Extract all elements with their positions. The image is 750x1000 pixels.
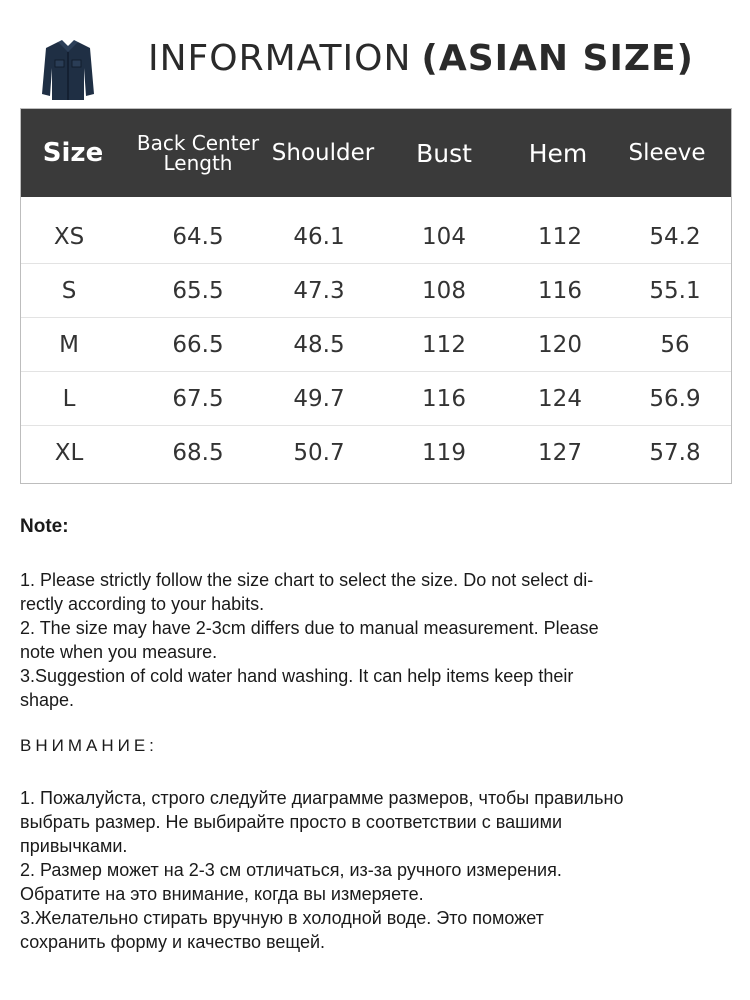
header [0, 0, 750, 108]
cell-back-center-length: 64.5 [172, 224, 224, 250]
cell-hem: 112 [538, 224, 582, 250]
title-size-note: (ASIAN SIZE) [421, 38, 695, 79]
cell-sleeve: 56.9 [649, 386, 701, 412]
cell-back-center-length: 66.5 [172, 332, 224, 358]
note-body [20, 568, 725, 712]
cell-size: M [59, 332, 79, 358]
table-header [21, 109, 731, 197]
cell-shoulder: 49.7 [293, 386, 345, 412]
table-row [21, 264, 731, 318]
russian-note-line: Обратите на это внимание, когда вы измеряете. [20, 884, 424, 904]
cell-sleeve: 55.1 [649, 278, 701, 304]
cell-bust: 116 [422, 386, 466, 412]
header-shoulder: Shoulder [271, 140, 375, 166]
cell-bust: 119 [422, 440, 466, 466]
cell-hem: 120 [538, 332, 582, 358]
cell-shoulder: 47.3 [293, 278, 345, 304]
cell-shoulder: 50.7 [293, 440, 345, 466]
russian-note-line: 3.Желательно стирать вручную в холодной воде. Это поможет [20, 908, 544, 928]
note-line: 3.Suggestion of cold water hand washing. It can help items keep their [20, 666, 574, 686]
note-line: note when you measure. [20, 642, 218, 662]
note-line: rectly according to your habits. [20, 594, 265, 614]
header-hem: Hem [528, 138, 588, 168]
cell-bust: 108 [422, 278, 466, 304]
cell-back-center-length: 67.5 [172, 386, 224, 412]
cell-back-center-length: 68.5 [172, 440, 224, 466]
table-row [21, 372, 731, 426]
russian-note-body [20, 786, 725, 954]
cell-bust: 112 [422, 332, 466, 358]
cell-sleeve: 57.8 [649, 440, 701, 466]
header-back-line1: Back Center [136, 131, 260, 155]
header-back-center-length [125, 109, 271, 197]
header-back-line2: Length [163, 151, 233, 175]
cell-size: XS [53, 224, 85, 250]
note-title: Note: [20, 516, 69, 537]
russian-note-line: выбрать размер. Не выбирайте просто в соответствии с вашими [20, 812, 563, 832]
cell-hem: 116 [538, 278, 582, 304]
title-main: INFORMATION [148, 38, 412, 79]
cell-hem: 127 [538, 440, 582, 466]
russian-note-line: 2. Размер может на 2-3 см отличаться, из-за ручного измерения. [20, 860, 562, 880]
cell-back-center-length: 65.5 [172, 278, 224, 304]
cell-size: L [62, 386, 76, 412]
note-line: 2. The size may have 2-3cm differs due to manual measurement. Please [20, 618, 599, 638]
russian-note-title: ВНИМАНИЕ: [20, 736, 158, 755]
page-title [148, 38, 694, 79]
cell-size: S [61, 278, 77, 304]
cell-sleeve: 56 [660, 332, 690, 358]
cell-shoulder: 48.5 [293, 332, 345, 358]
cell-hem: 124 [538, 386, 582, 412]
size-chart-table [20, 108, 732, 484]
russian-note-line: привычками. [20, 836, 128, 856]
cell-size: XL [54, 440, 84, 466]
table-row [21, 426, 731, 480]
header-size: Size [42, 138, 104, 168]
note-line: 1. Please strictly follow the size chart to select the size. Do not select di- [20, 570, 594, 590]
cell-bust: 104 [422, 224, 466, 250]
russian-note-line: сохранить форму и качество вещей. [20, 932, 326, 952]
table-row [21, 210, 731, 264]
cell-shoulder: 46.1 [293, 224, 345, 250]
denim-jacket-icon [40, 38, 96, 102]
header-sleeve: Sleeve [628, 140, 706, 166]
note-line: shape. [20, 690, 75, 710]
russian-note-line: 1. Пожалуйста, строго следуйте диаграмме размеров, чтобы правильно [20, 788, 624, 808]
cell-sleeve: 54.2 [649, 224, 701, 250]
header-bust: Bust [416, 138, 472, 168]
table-row [21, 318, 731, 372]
